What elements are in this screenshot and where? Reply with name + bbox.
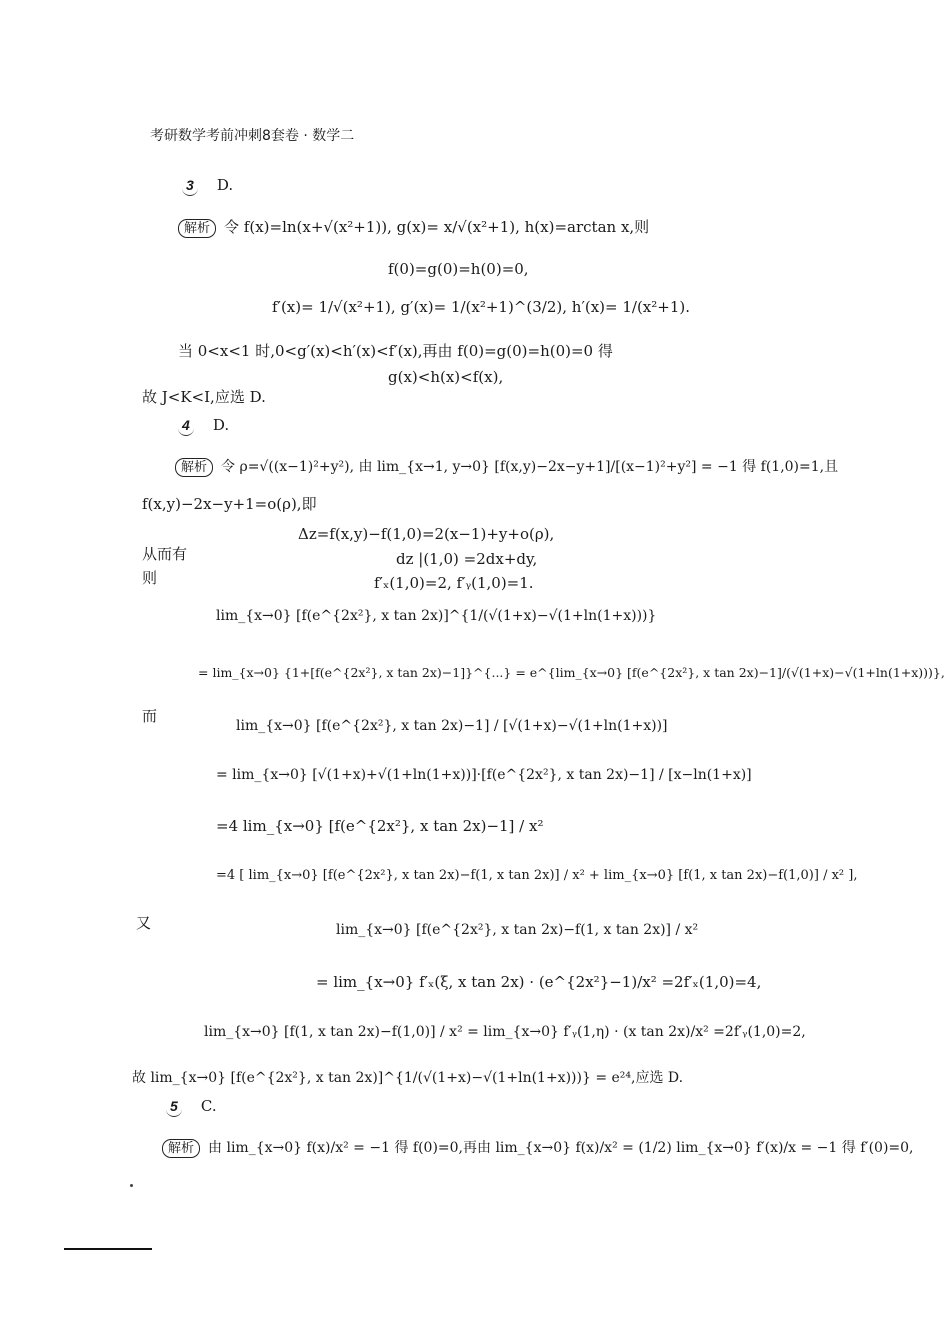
q3-line-2: f(0)=g(0)=h(0)=0, (388, 260, 529, 278)
q4-line-12: lim_{x→0} [f(e^{2x²}, x tan 2x)−f(1, x tan 2x)] / x² (336, 922, 699, 938)
q3-solution-line-1 (178, 217, 649, 238)
footnote-rule (64, 1248, 152, 1250)
q3-line-6: 故 J<K<I,应选 D. (142, 388, 266, 406)
question-number: 5 (166, 1096, 182, 1117)
solution-tag: 解析 (175, 458, 213, 477)
running-header: 考研数学考前冲刺8套卷 · 数学二 (150, 128, 355, 144)
q3-line-3: f′(x)= 1/√(x²+1), g′(x)= 1/(x²+1)^(3/2), h′(x)= 1/(x²+1). (272, 298, 691, 316)
question-number: 4 (178, 415, 194, 436)
math-line: 由 lim_{x→0} f(x)/x² = −1 得 f(0)=0,再由 lim_{x→0} f(x)/x² = (1/2) lim_{x→0} f′(x)/x = −1 得 f′(0)=0, (208, 1140, 914, 1156)
q4-line-15: 故 lim_{x→0} [f(e^{2x²}, x tan 2x)]^{1/(√(1+x)−√(1+ln(1+x)))} = e²⁴,应选 D. (132, 1070, 684, 1086)
answer: D. (212, 416, 230, 434)
solution-tag: 解析 (178, 219, 216, 238)
solution-tag: 解析 (162, 1139, 200, 1158)
q4-line-5: f′ₓ(1,0)=2, f′ᵧ(1,0)=1. (374, 574, 534, 592)
question-number: 3 (182, 175, 198, 196)
q5-solution-line-1 (162, 1138, 914, 1158)
q4-line-10: =4 lim_{x→0} [f(e^{2x²}, x tan 2x)−1] / x² (216, 817, 544, 835)
q3-line-5: g(x)<h(x)<f(x), (388, 368, 504, 386)
scan-speck (130, 1184, 133, 1187)
q4-line-9: = lim_{x→0} [√(1+x)+√(1+ln(1+x))]·[f(e^{2x²}, x tan 2x)−1] / [x−ln(1+x)] (216, 767, 752, 783)
q4-label-3: 而 (142, 707, 158, 725)
q4-line-4: dz |(1,0) =2dx+dy, (396, 550, 538, 568)
answer: D. (216, 176, 234, 194)
q4-line-6: lim_{x→0} [f(e^{2x²}, x tan 2x)]^{1/(√(1+x)−√(1+ln(1+x)))} (216, 608, 657, 624)
q4-line-8: lim_{x→0} [f(e^{2x²}, x tan 2x)−1] / [√(1+x)−√(1+ln(1+x))] (236, 718, 668, 734)
q4-label-2: 则 (142, 569, 158, 587)
question-4 (178, 415, 229, 436)
q3-line-4: 当 0<x<1 时,0<g′(x)<h′(x)<f′(x),再由 f(0)=g(0)=h(0)=0 得 (178, 342, 613, 360)
q4-line-13: = lim_{x→0} f′ₓ(ξ, x tan 2x) · (e^{2x²}−1)/x² =2f′ₓ(1,0)=4, (316, 973, 762, 991)
q4-line-7: = lim_{x→0} {1+[f(e^{2x²}, x tan 2x)−1]}^{...} = e^{lim_{x→0} [f(e^{2x²}, x tan 2x)−1]/(√(1+x)−√(1+ln(1+x)))}, (198, 665, 945, 680)
answer: C. (200, 1097, 217, 1115)
q4-line-11: =4 [ lim_{x→0} [f(e^{2x²}, x tan 2x)−f(1, x tan 2x)] / x² + lim_{x→0} [f(1, x tan 2x)−f(1,0)] / x² ], (216, 868, 858, 883)
question-3 (182, 175, 233, 196)
q4-line-14: lim_{x→0} [f(1, x tan 2x)−f(1,0)] / x² = lim_{x→0} f′ᵧ(1,η) · (x tan 2x)/x² =2f′ᵧ(1,0)=2, (204, 1024, 806, 1040)
q4-line-3: Δz=f(x,y)−f(1,0)=2(x−1)+y+o(ρ), (298, 525, 555, 543)
q4-label-4: 又 (136, 914, 152, 932)
question-5 (166, 1096, 217, 1117)
math-line: 令 ρ=√((x−1)²+y²), 由 lim_{x→1, y→0} [f(x,y)−2x−y+1]/[(x−1)²+y²] = −1 得 f(1,0)=1,且 (221, 459, 839, 475)
q4-line-2: f(x,y)−2x−y+1=o(ρ),即 (142, 495, 317, 513)
q4-solution-line-1 (175, 457, 838, 477)
q4-label-1: 从而有 (142, 545, 188, 563)
math-line: 令 f(x)=ln(x+√(x²+1)), g(x)= x/√(x²+1), h(x)=arctan x,则 (224, 218, 650, 236)
